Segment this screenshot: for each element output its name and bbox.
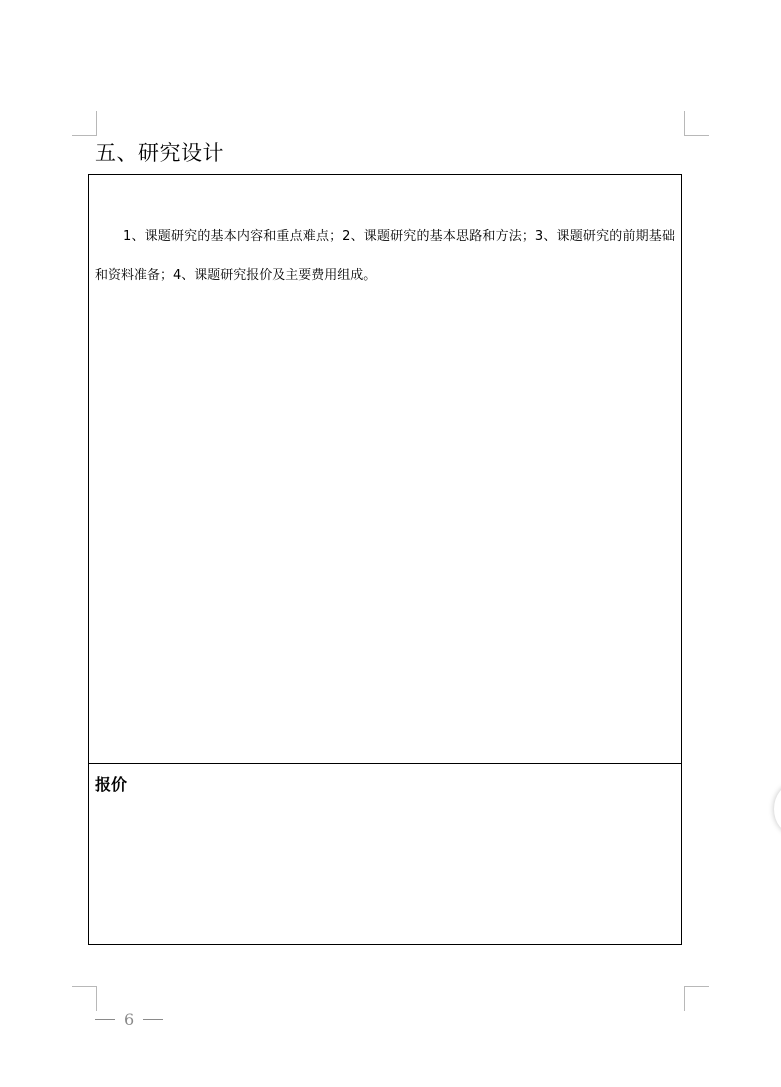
research-design-table — [88, 174, 682, 945]
footer-dash-left — [95, 1019, 115, 1020]
page-number: 6 — [124, 1010, 135, 1029]
footer-dash-right — [143, 1019, 163, 1020]
crop-mark-top-right — [684, 111, 709, 136]
page-footer — [95, 1010, 163, 1029]
crop-mark-bottom-right — [684, 986, 709, 1011]
design-guidance-text: 1、课题研究的基本内容和重点难点；2、课题研究的基本思路和方法；3、课题研究的前期基础和资料准备；4、课题研究报价及主要费用组成。 — [95, 229, 675, 283]
section-heading: 五、研究设计 — [95, 141, 224, 165]
quote-label: 报价 — [95, 775, 128, 794]
research-design-cell[interactable] — [89, 175, 681, 764]
crop-mark-bottom-left — [72, 986, 97, 1011]
crop-mark-top-left — [72, 111, 97, 136]
quote-cell[interactable] — [89, 764, 681, 944]
floating-side-button[interactable] — [774, 784, 781, 834]
